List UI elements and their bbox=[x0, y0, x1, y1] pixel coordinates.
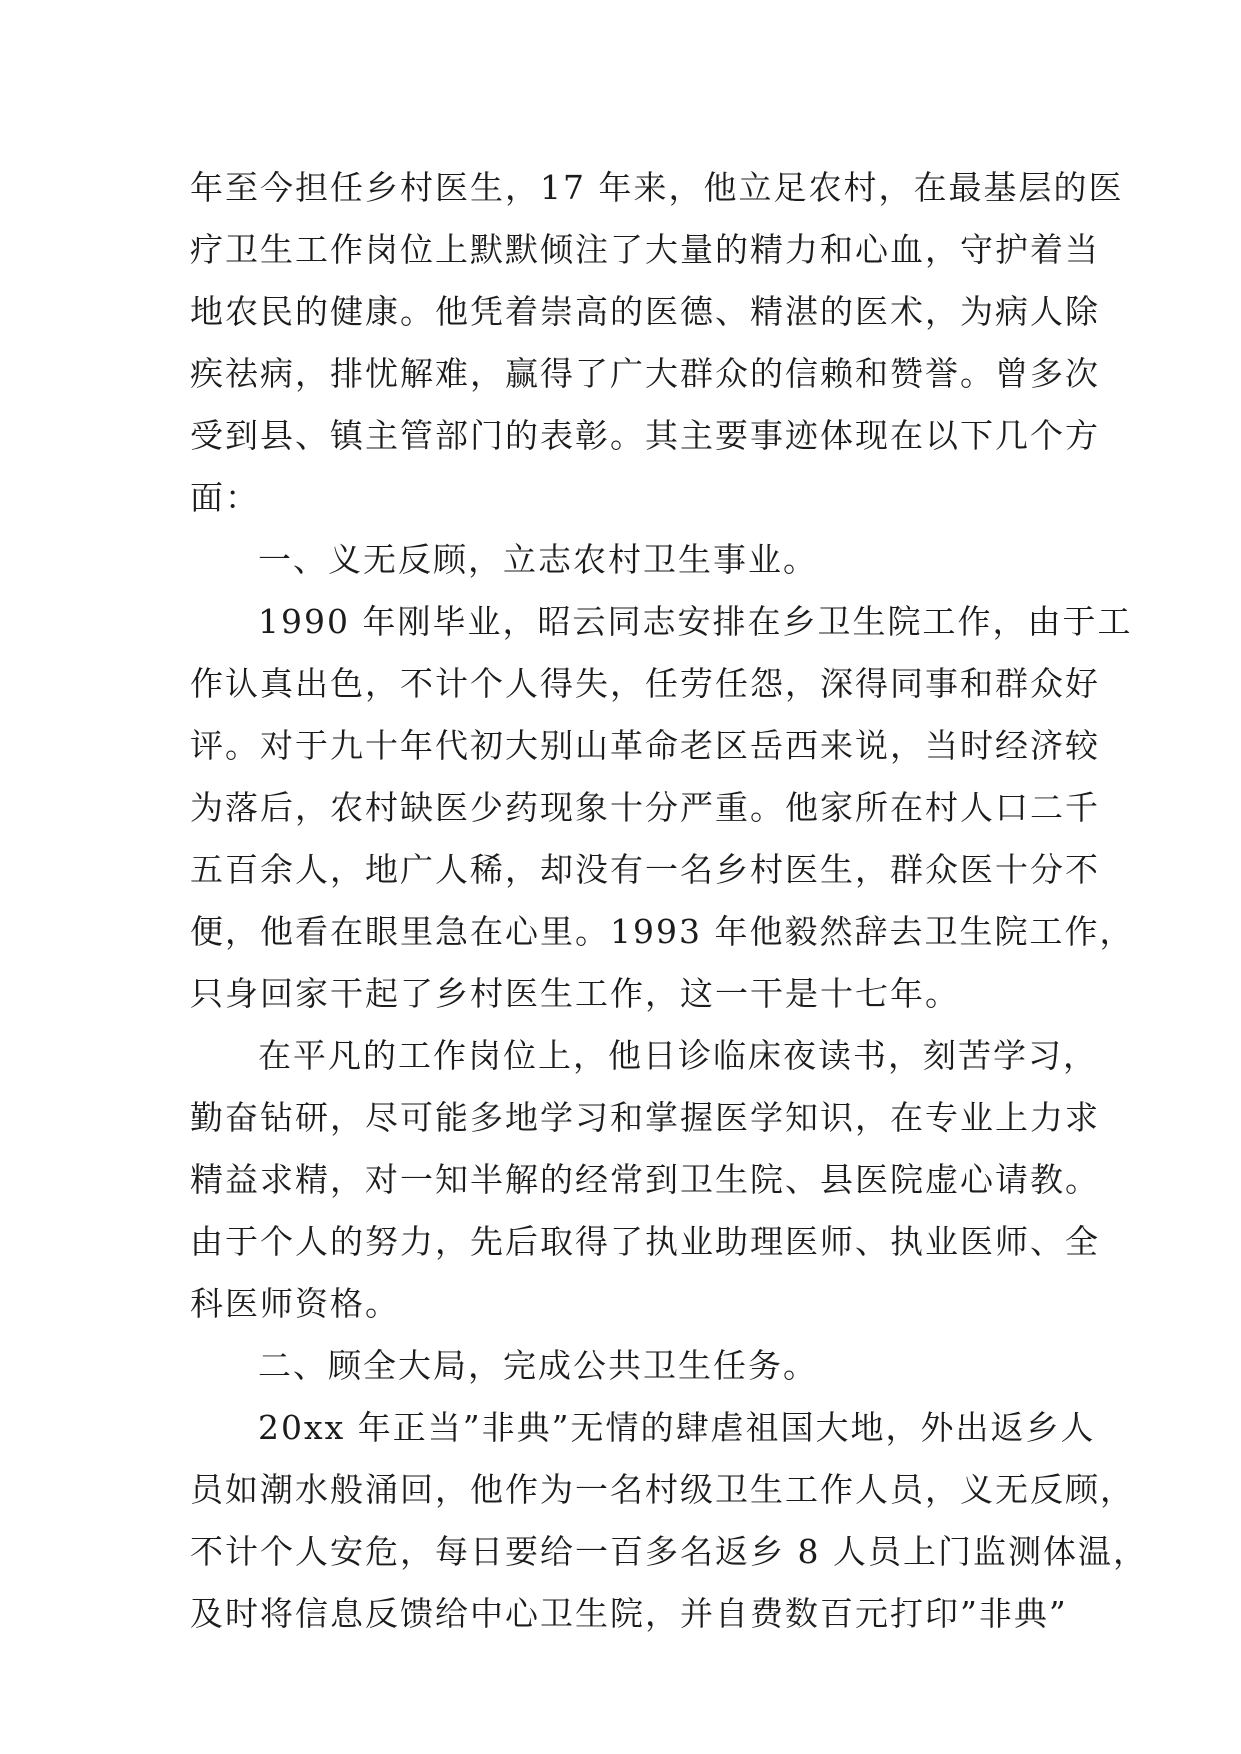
text-line: 受到县、镇主管部门的表彰。其主要事迹体现在以下几个方 bbox=[190, 416, 1100, 455]
text-line: 1990 年刚毕业，昭云同志安排在乡卫生院工作，由于工 bbox=[258, 602, 1133, 641]
text-line: 五百余人，地广人稀，却没有一名乡村医生，群众医十分不 bbox=[190, 850, 1100, 889]
text-line: 只身回家干起了乡村医生工作，这一干是十七年。 bbox=[190, 974, 960, 1013]
text-line: 一、义无反顾，立志农村卫生事业。 bbox=[258, 540, 818, 579]
text-line: 在平凡的工作岗位上，他日诊临床夜读书，刻苦学习， bbox=[258, 1036, 1098, 1075]
text-line: 精益求精，对一知半解的经常到卫生院、县医院虚心请教。 bbox=[190, 1160, 1100, 1199]
text-line: 疗卫生工作岗位上默默倾注了大量的精力和心血，守护着当 bbox=[190, 230, 1100, 269]
text-line: 年至今担任乡村医生，17 年来，他立足农村，在最基层的医 bbox=[190, 168, 1124, 207]
text-line: 员如潮水般涌回，他作为一名村级卫生工作人员，义无反顾， bbox=[190, 1470, 1135, 1509]
text-line: 勤奋钻研，尽可能多地学习和掌握医学知识，在专业上力求 bbox=[190, 1098, 1100, 1137]
text-line: 地农民的健康。他凭着崇高的医德、精湛的医术，为病人除 bbox=[190, 292, 1100, 331]
text-line: 20xx 年正当”非典”无情的肆虐祖国大地，外出返乡人 bbox=[258, 1408, 1096, 1447]
text-line: 科医师资格。 bbox=[190, 1284, 400, 1323]
text-line: 作认真出色，不计个人得失，任劳任怨，深得同事和群众好 bbox=[190, 664, 1100, 703]
text-line: 二、顾全大局，完成公共卫生任务。 bbox=[258, 1346, 818, 1385]
text-line: 及时将信息反馈给中心卫生院，并自费数百元打印”非典” bbox=[190, 1594, 1068, 1633]
text-line: 面： bbox=[190, 478, 260, 517]
text-line: 疾祛病，排忧解难，赢得了广大群众的信赖和赞誉。曾多次 bbox=[190, 354, 1100, 393]
text-line: 不计个人安危，每日要给一百多名返乡 8 人员上门监测体温， bbox=[190, 1532, 1148, 1571]
text-line: 评。对于九十年代初大别山革命老区岳西来说，当时经济较 bbox=[190, 726, 1100, 765]
text-line: 由于个人的努力，先后取得了执业助理医师、执业医师、全 bbox=[190, 1222, 1100, 1261]
text-line: 便，他看在眼里急在心里。1993 年他毅然辞去卫生院工作， bbox=[190, 912, 1135, 951]
document-body bbox=[190, 157, 1148, 1645]
text-line: 为落后，农村缺医少药现象十分严重。他家所在村人口二千 bbox=[190, 788, 1100, 827]
